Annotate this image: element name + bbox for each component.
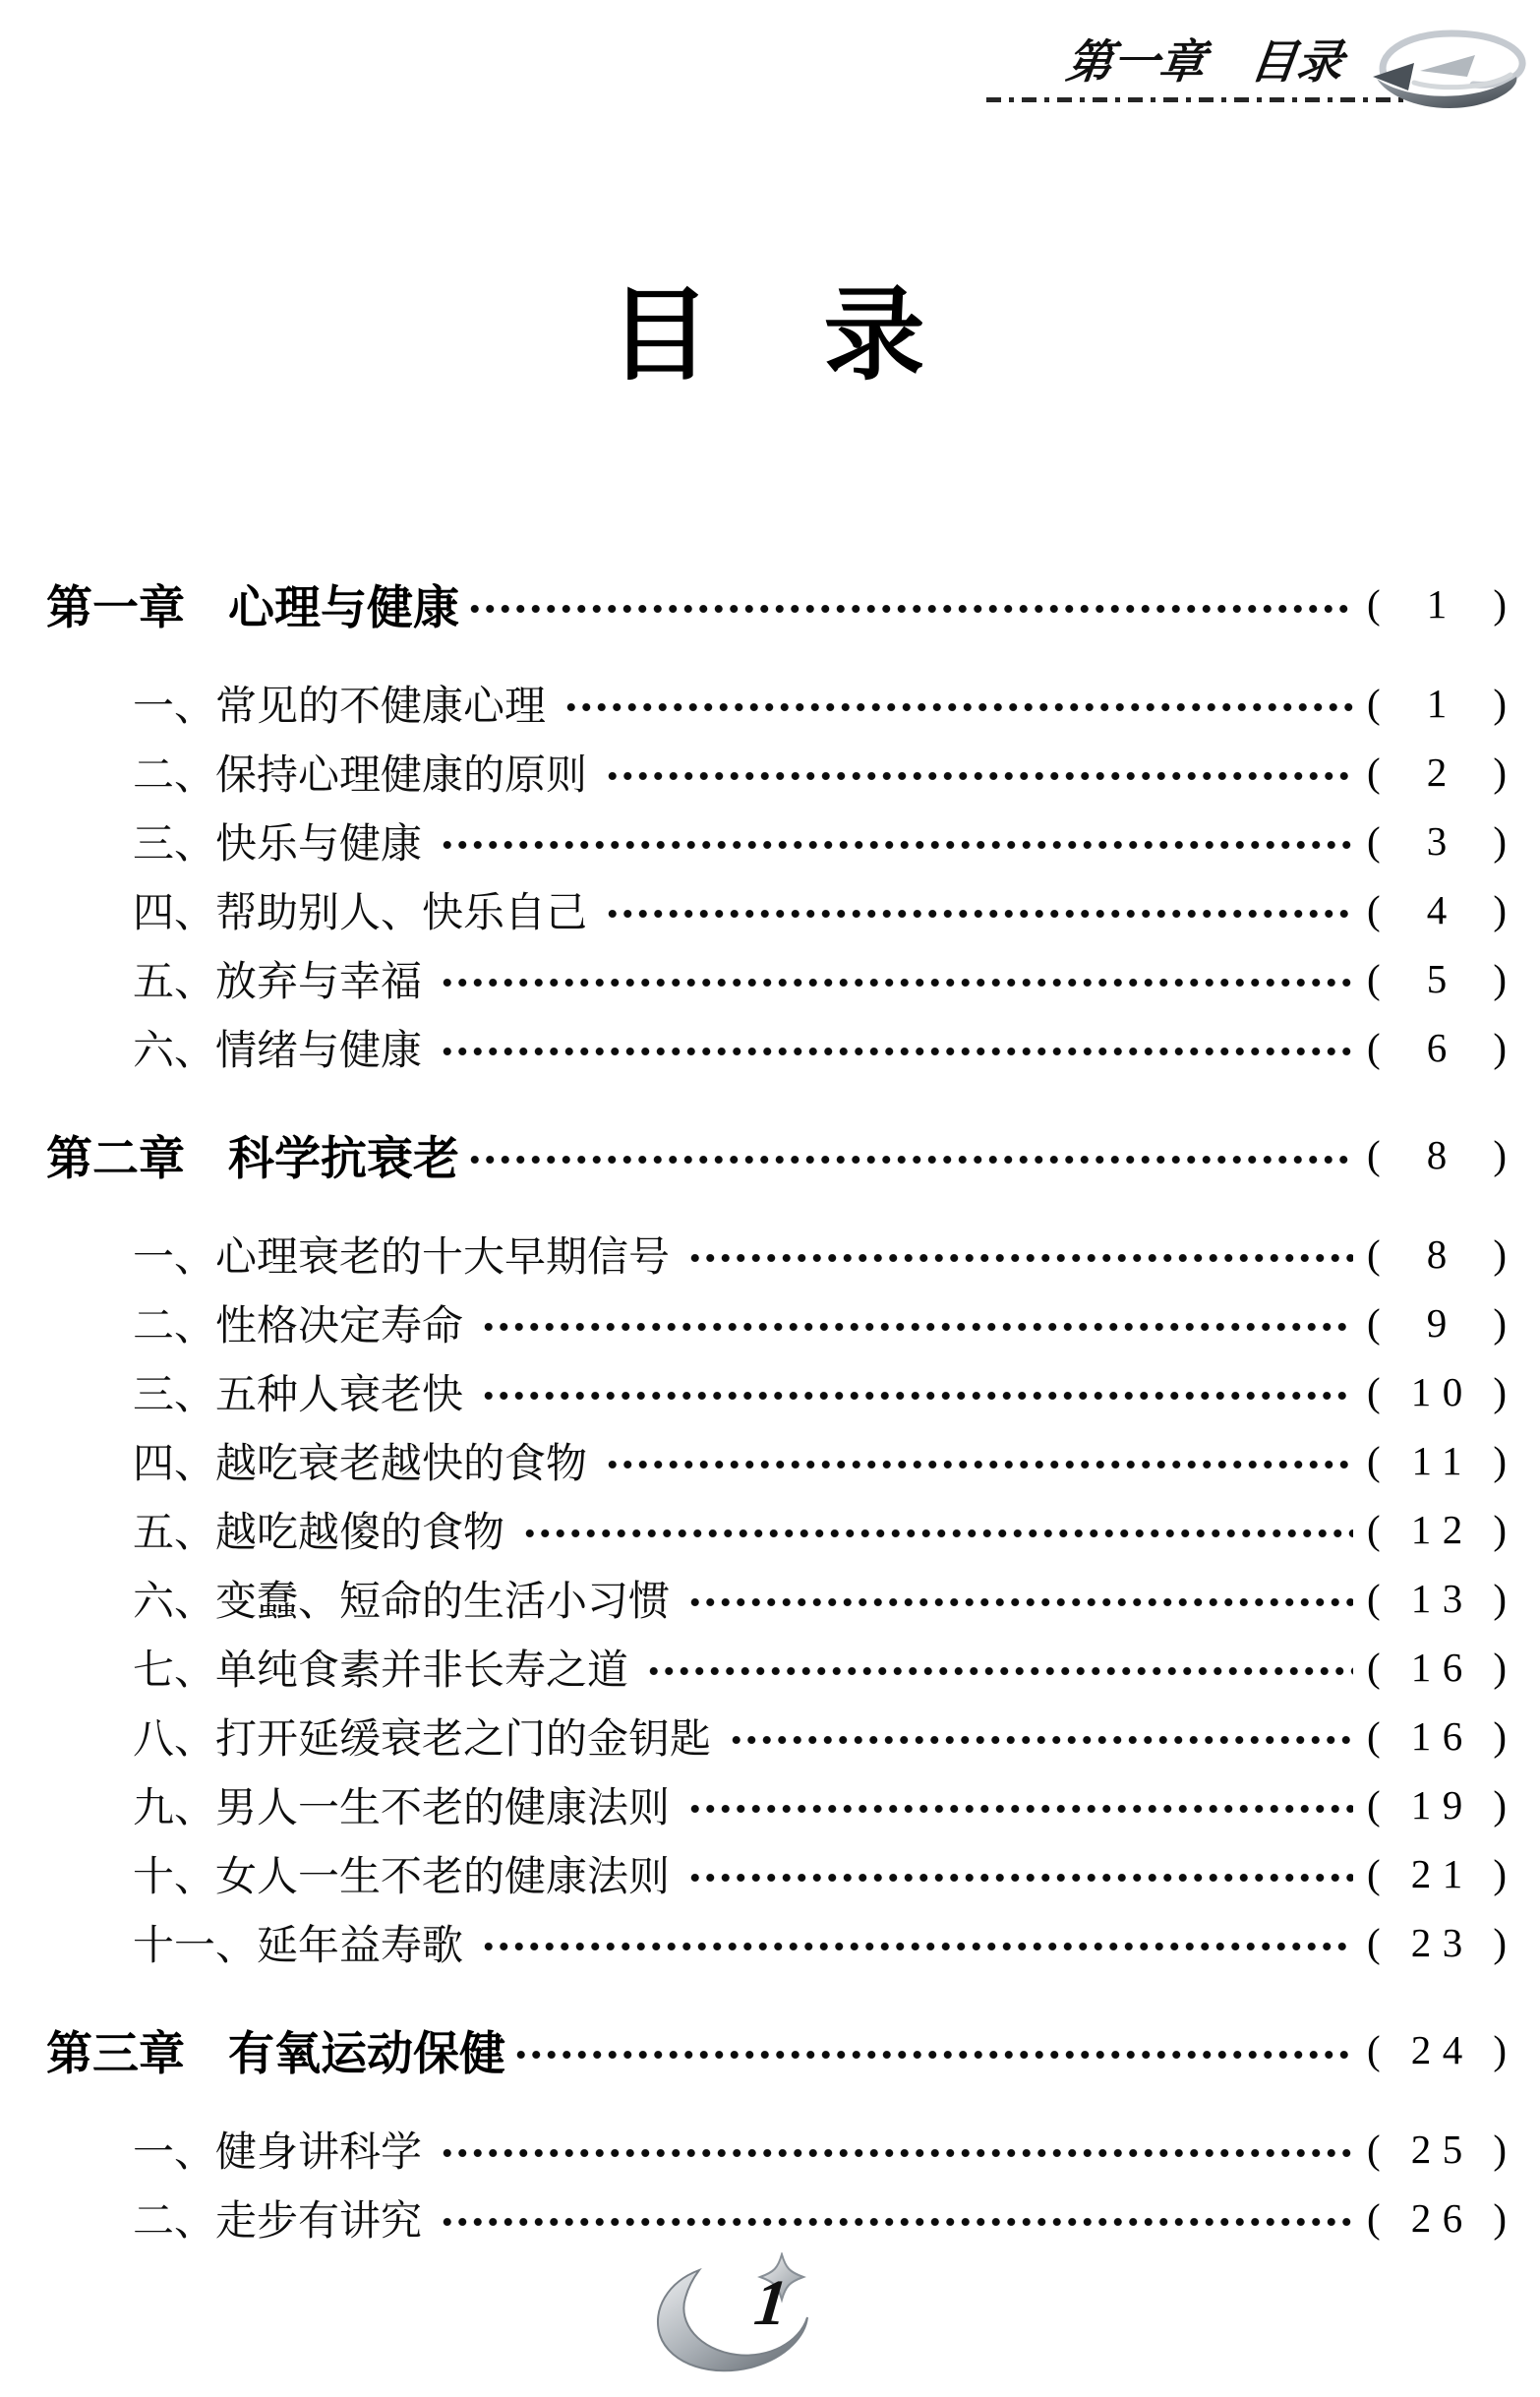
toc-item-row xyxy=(46,2184,1507,2252)
toc-item-label: 四、帮助别人、快乐自己 xyxy=(133,891,588,936)
section-title: 有氧运动保健 xyxy=(228,2026,505,2079)
toc-item-row xyxy=(46,1357,1507,1426)
dot-leader xyxy=(646,1665,1353,1677)
paren-open: ( xyxy=(1367,887,1381,932)
dot-leader xyxy=(563,701,1353,713)
paren-open: ( xyxy=(1367,581,1381,627)
swoosh-orbit-logo-icon xyxy=(1371,18,1528,120)
paren-open: ( xyxy=(1367,956,1381,1001)
page-number: ( 24 ) xyxy=(1367,2027,1507,2072)
paren-open: ( xyxy=(1367,1231,1381,1277)
toc-item-row xyxy=(46,944,1507,1013)
toc-item-row xyxy=(46,1908,1507,1977)
page-number: ( 5 ) xyxy=(1367,956,1507,1001)
toc-item-label: 八、打开延缓衰老之门的金钥匙 xyxy=(133,1717,712,1763)
dot-leader xyxy=(687,1596,1353,1608)
paren-open: ( xyxy=(1367,749,1381,795)
dot-leader xyxy=(481,1390,1353,1402)
section-title: 科学抗衰老 xyxy=(228,1131,459,1184)
paren-open: ( xyxy=(1367,2027,1381,2072)
paren-close: ) xyxy=(1493,1851,1507,1896)
toc-item-label: 二、性格决定寿命 xyxy=(133,1304,464,1349)
page-number: ( 6 ) xyxy=(1367,1025,1507,1070)
toc-item-row xyxy=(46,738,1507,807)
dot-leader xyxy=(481,1941,1353,1952)
paren-open: ( xyxy=(1367,1507,1381,1552)
paren-open: ( xyxy=(1367,1920,1381,1965)
paren-open: ( xyxy=(1367,1576,1381,1621)
page-number: ( 3 ) xyxy=(1367,818,1507,864)
page-number: ( 13 ) xyxy=(1367,1576,1507,1621)
paren-close: ) xyxy=(1493,1920,1507,1965)
toc-item-row xyxy=(46,1495,1507,1564)
page-number: ( 12 ) xyxy=(1367,1507,1507,1552)
page-number: ( 19 ) xyxy=(1367,1782,1507,1828)
toc-item-row xyxy=(46,1220,1507,1288)
toc-item-row xyxy=(46,669,1507,738)
paren-open: ( xyxy=(1367,2195,1381,2241)
paren-open: ( xyxy=(1367,1369,1381,1414)
paren-close: ) xyxy=(1493,1645,1507,1690)
paren-close: ) xyxy=(1493,1025,1507,1070)
toc-item-label: 九、男人一生不老的健康法则 xyxy=(133,1786,671,1831)
paren-close: ) xyxy=(1493,887,1507,932)
page-number: ( 26 ) xyxy=(1367,2195,1507,2241)
toc-item-label: 六、情绪与健康 xyxy=(133,1029,423,1074)
toc-item-label: 七、单纯食素并非长寿之道 xyxy=(133,1648,629,1694)
page-number: ( 1 ) xyxy=(1367,681,1507,726)
page-number: ( 8 ) xyxy=(1367,1132,1507,1177)
section-number: 第一章 xyxy=(46,580,185,633)
page-number: ( 11 ) xyxy=(1367,1438,1507,1483)
page-number: ( 2 ) xyxy=(1367,749,1507,795)
paren-close: ) xyxy=(1493,1369,1507,1414)
paren-close: ) xyxy=(1493,2027,1507,2072)
paren-open: ( xyxy=(1367,2127,1381,2172)
toc-item-row xyxy=(46,1770,1507,1839)
toc-item-row xyxy=(46,1839,1507,1908)
toc-section-row xyxy=(46,2010,1507,2089)
dot-leader xyxy=(687,1872,1353,1884)
paren-close: ) xyxy=(1493,1713,1507,1759)
toc-item-label: 三、五种人衰老快 xyxy=(133,1373,464,1418)
section-number: 第二章 xyxy=(46,1131,185,1184)
paren-close: ) xyxy=(1493,681,1507,726)
dot-leader xyxy=(440,2147,1353,2159)
toc-item-label: 五、越吃越傻的食物 xyxy=(133,1511,505,1556)
toc-list xyxy=(46,557,1507,2252)
toc-item-row xyxy=(46,1633,1507,1702)
paren-close: ) xyxy=(1493,1507,1507,1552)
dot-leader xyxy=(605,770,1353,782)
toc-item-label: 十一、延年益寿歌 xyxy=(133,1924,464,1969)
toc-section-row xyxy=(46,565,1507,643)
page-number: ( 16 ) xyxy=(1367,1713,1507,1759)
toc-item-row xyxy=(46,1702,1507,1770)
toc-item-row xyxy=(46,1288,1507,1357)
toc-item-label: 十、女人一生不老的健康法则 xyxy=(133,1855,671,1900)
paren-close: ) xyxy=(1493,956,1507,1001)
paren-close: ) xyxy=(1493,1782,1507,1828)
dot-leader xyxy=(440,1046,1353,1057)
paren-open: ( xyxy=(1367,1713,1381,1759)
paren-close: ) xyxy=(1493,818,1507,864)
page-number: ( 10 ) xyxy=(1367,1369,1507,1414)
dot-leader xyxy=(687,1252,1353,1264)
toc-item-label: 五、放弃与幸福 xyxy=(133,960,423,1005)
toc-item-row xyxy=(46,1426,1507,1495)
footer-page-number: 1 xyxy=(750,2267,792,2339)
dot-leader xyxy=(605,908,1353,920)
dot-leader xyxy=(440,839,1353,851)
dot-leader xyxy=(467,603,1353,615)
paren-open: ( xyxy=(1367,1025,1381,1070)
page-number: ( 1 ) xyxy=(1367,581,1507,627)
paren-close: ) xyxy=(1493,749,1507,795)
header-dashed-rule xyxy=(986,97,1415,102)
paren-close: ) xyxy=(1493,2127,1507,2172)
toc-section-row xyxy=(46,1115,1507,1194)
toc-item-label: 四、越吃衰老越快的食物 xyxy=(133,1442,588,1487)
paren-open: ( xyxy=(1367,1132,1381,1177)
page-number: ( 25 ) xyxy=(1367,2127,1507,2172)
page-title: 目 录 xyxy=(609,278,931,391)
toc-item-label: 六、变蠢、短命的生活小习惯 xyxy=(133,1580,671,1625)
paren-open: ( xyxy=(1367,1851,1381,1896)
page-number: ( 23 ) xyxy=(1367,1920,1507,1965)
toc-item-label: 一、心理衰老的十大早期信号 xyxy=(133,1235,671,1281)
paren-open: ( xyxy=(1367,681,1381,726)
running-header xyxy=(1063,26,1347,91)
page-number: ( 8 ) xyxy=(1367,1231,1507,1277)
toc-item-row xyxy=(46,875,1507,944)
dot-leader xyxy=(605,1459,1353,1470)
dot-leader xyxy=(513,2049,1353,2061)
paren-open: ( xyxy=(1367,1438,1381,1483)
toc-item-label: 二、保持心理健康的原则 xyxy=(133,753,588,799)
dot-leader xyxy=(687,1803,1353,1815)
paren-open: ( xyxy=(1367,818,1381,864)
running-header-chapter: 第一章 xyxy=(1063,37,1209,89)
dot-leader xyxy=(440,2216,1353,2228)
paren-close: ) xyxy=(1493,1231,1507,1277)
toc-item-row xyxy=(46,807,1507,875)
dot-leader xyxy=(440,977,1353,989)
section-number: 第三章 xyxy=(46,2026,185,2079)
toc-item-label: 三、快乐与健康 xyxy=(133,822,423,868)
toc-item-label: 二、走步有讲究 xyxy=(133,2199,423,2245)
paren-close: ) xyxy=(1493,2195,1507,2241)
paren-close: ) xyxy=(1493,1300,1507,1346)
dot-leader xyxy=(522,1528,1353,1539)
paren-open: ( xyxy=(1367,1300,1381,1346)
page-number: ( 9 ) xyxy=(1367,1300,1507,1346)
paren-open: ( xyxy=(1367,1782,1381,1828)
toc-item-row xyxy=(46,2115,1507,2184)
paren-close: ) xyxy=(1493,581,1507,627)
page-number: ( 21 ) xyxy=(1367,1851,1507,1896)
paren-close: ) xyxy=(1493,1438,1507,1483)
paren-open: ( xyxy=(1367,1645,1381,1690)
toc-item-label: 一、健身讲科学 xyxy=(133,2130,423,2176)
running-header-section: 目录 xyxy=(1247,37,1346,89)
paren-close: ) xyxy=(1493,1132,1507,1177)
page-number: ( 16 ) xyxy=(1367,1645,1507,1690)
toc-item-row xyxy=(46,1564,1507,1633)
toc-item-label: 一、常见的不健康心理 xyxy=(133,685,547,730)
paren-close: ) xyxy=(1493,1576,1507,1621)
dot-leader xyxy=(481,1321,1353,1333)
section-title: 心理与健康 xyxy=(228,580,459,633)
page-number: ( 4 ) xyxy=(1367,887,1507,932)
dot-leader xyxy=(467,1154,1353,1166)
dot-leader xyxy=(729,1734,1353,1746)
toc-item-row xyxy=(46,1013,1507,1082)
